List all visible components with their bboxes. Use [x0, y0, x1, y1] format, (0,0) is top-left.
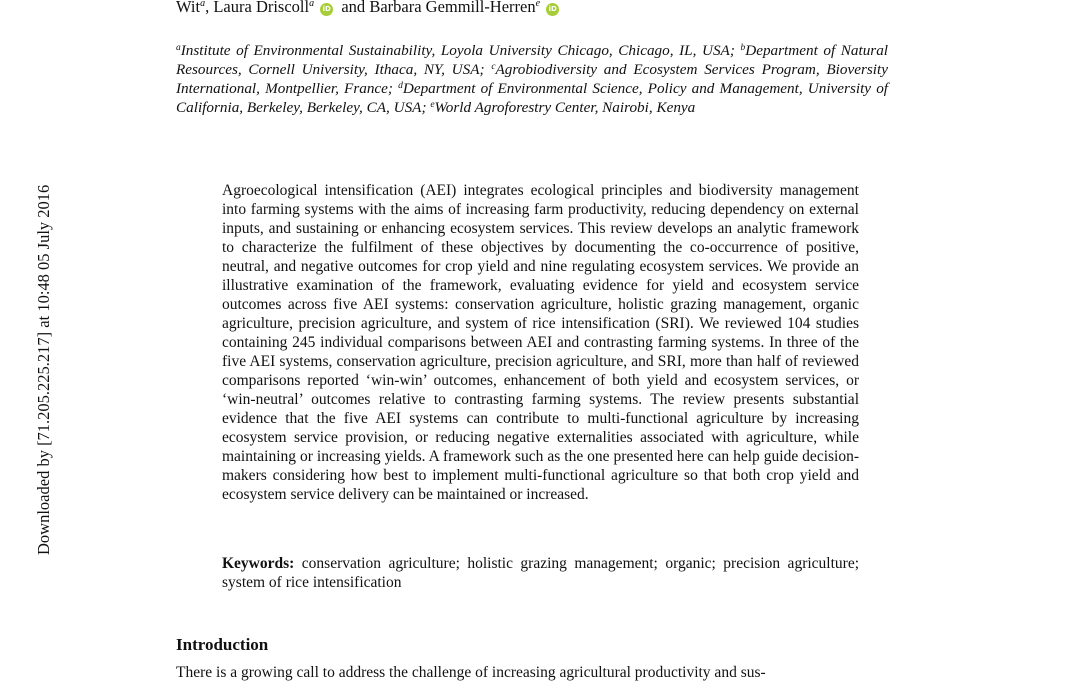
download-watermark: Downloaded by [71.205.225.217] at 10:48 05 July 2016: [34, 184, 53, 555]
author-affiliation-mark: a: [200, 0, 206, 9]
author-name: Laura Driscoll: [213, 0, 310, 16]
author-line: Wit$^a$, Laura Driscoll$^a$ iD and Barbara Gemmill-Herren$^e$ iD: [176, 0, 563, 17]
author-affiliation-mark: a: [309, 0, 315, 9]
affiliation-mark: a: [176, 43, 181, 53]
keywords: [222, 554, 859, 592]
keywords-text: conservation agriculture; holistic grazing management; organic; precision agriculture; system of rice intensification: [222, 555, 859, 591]
affiliation-mark: e: [430, 100, 435, 110]
orcid-icon[interactable]: iD: [320, 3, 333, 16]
abstract: Agroecological intensification (AEI) integrates ecological principles and biodiversity management into farming systems with the aims of increasing farm productivity, reducing dependency on external inputs, and sustaining or enhancing ecosystem services. This review develops an analytic framework to characterize the fulfilment of these objectives by documenting the co-occurrence of positive, neutral, and negative outcomes for crop yield and nine regulating ecosystem services. We provide an illustrative examination of the framework, evaluating evidence for yield and ecosystem service outcomes across five AEI systems: conservation agriculture, holistic grazing management, organic agriculture, precision agriculture, and system of rice intensification (SRI). We reviewed 104 studies containing 245 individual comparisons between AEI and contrasting farming systems. In three of the five AEI systems, conservation agriculture, precision agriculture, and SRI, more than half of reviewed comparisons reported ‘win-win’ outcomes, enhancement of both yield and ecosystem services, or ‘win-neutral’ outcomes relative to contrasting farming systems. The review presents substantial evidence that the five AEI systems can contribute to multi-functional agriculture by increasing ecosystem service provision, or reducing negative externalities associated with agriculture, while maintaining or increasing yields. A framework such as the one presented here can help guide decision-makers considering how best to implement multi-functional agriculture so that both crop yield and ecosystem service delivery can be maintained or increased.: [222, 182, 859, 503]
affiliation-text: Institute of Environmental Sustainability, Loyola University Chicago, Chicago, IL, USA;: [180, 42, 741, 59]
affiliation-mark: d: [398, 81, 403, 91]
affiliations: [176, 41, 888, 117]
affiliation-mark: c: [491, 62, 496, 72]
author-affiliation-mark: e: [535, 0, 541, 9]
affiliation-mark: b: [740, 43, 746, 53]
orcid-icon[interactable]: iD: [546, 3, 559, 16]
author-name: Wit: [176, 0, 201, 16]
keywords-label: Keywords:: [222, 555, 295, 572]
author-name: Barbara Gemmill-Herren: [369, 0, 536, 16]
introduction-first-line: There is a growing call to address the challenge of increasing agricultural productivity and sus-: [176, 664, 766, 681]
affiliation-text: World Agroforestry Center, Nairobi, Kenya: [434, 99, 696, 116]
author-connector: and: [341, 0, 366, 16]
affiliation-text: Agrobiodiversity and Ecosystem Services Program, Bioversity International, Montpellier, France;: [176, 61, 888, 97]
section-heading-introduction: Introduction: [176, 635, 269, 654]
affiliation-text: Department of Environmental Science, Policy and Management, University of California, Berkeley, Berkeley, CA, USA;: [176, 80, 889, 116]
affiliation-text: Department of Natural Resources, Cornell University, Ithaca, NY, USA;: [176, 42, 889, 78]
